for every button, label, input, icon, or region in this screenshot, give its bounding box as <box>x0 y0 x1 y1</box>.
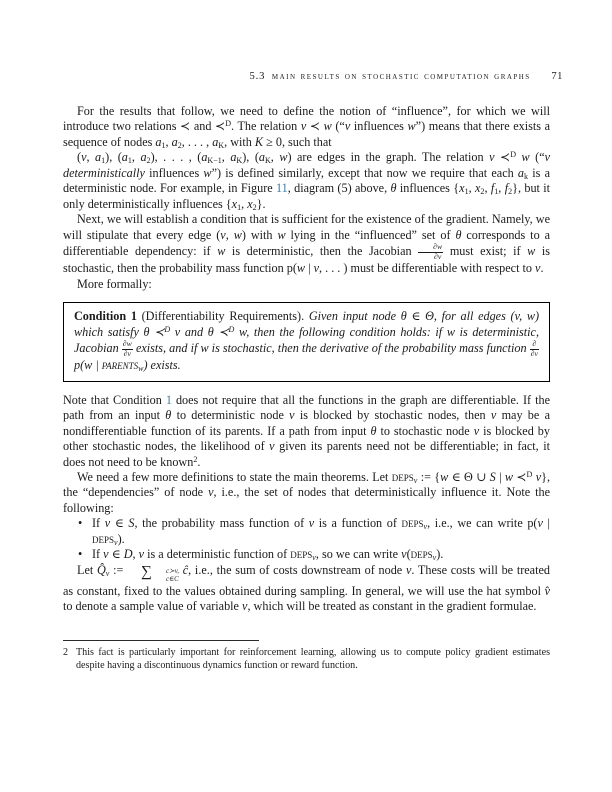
text-segment: , . . . ) must be differentiable with respect to <box>319 261 536 276</box>
text-segment: Q̂ <box>96 562 106 577</box>
text-segment: D <box>164 324 171 334</box>
text-segment: v <box>138 547 145 562</box>
page-number: 71 <box>551 71 563 82</box>
summation: ∑ c≻v, c∈C <box>141 562 179 583</box>
text-segment: K <box>218 140 225 150</box>
text-segment: w <box>504 469 513 484</box>
text-segment: v <box>313 261 319 276</box>
bullet-item-deterministic <box>63 547 550 562</box>
text-segment: , which will be treated as constant in the gradient formulae. <box>247 599 537 614</box>
text-segment: 2 <box>177 140 182 150</box>
text-segment: , i.e., the sum of costs downstream of node <box>188 562 406 577</box>
text-segment: v <box>81 150 87 165</box>
text-segment: influences <box>144 165 204 180</box>
text-segment: x <box>475 181 481 196</box>
text-segment: influences { <box>396 181 460 196</box>
text-segment: f <box>490 181 495 196</box>
condition-text <box>74 309 539 374</box>
text-segment: ) exists. <box>143 358 181 373</box>
text-segment: v <box>432 553 437 563</box>
text-segment: w <box>233 227 242 242</box>
text-segment: v <box>344 119 351 134</box>
text-segment: v <box>105 568 110 578</box>
paragraph-influence-edges <box>63 150 550 212</box>
cross-ref-link[interactable]: 11 <box>276 181 288 196</box>
text-segment: . The relation <box>231 119 301 134</box>
text-segment: v <box>535 261 541 276</box>
text-segment: deps <box>391 469 414 484</box>
text-segment: ), . . . , ( <box>150 150 202 165</box>
text-segment: θ <box>165 408 172 423</box>
text-segment: . <box>197 454 201 469</box>
fraction: $\frac{\partial w}{\partial v}$ <box>418 243 443 261</box>
text-segment: w <box>521 150 530 165</box>
text-segment: a <box>140 150 147 165</box>
text-segment: v <box>544 150 551 165</box>
footnote-item <box>63 646 550 672</box>
text-segment: does not require that all the functions in the graph are differentiable. If the path from an input <box>63 392 550 423</box>
section-number: 5.3 <box>249 71 266 82</box>
text-segment: v <box>401 547 407 562</box>
text-segment: ≥ 0, such that <box>263 134 332 149</box>
footnote <box>63 640 550 672</box>
text-segment: ≺ <box>306 119 324 134</box>
text-segment: a <box>517 165 525 180</box>
text-segment: is a deterministic node. For example, in Figure <box>63 165 550 196</box>
footnote-rule <box>63 640 259 641</box>
text-segment: v <box>103 547 109 562</box>
text-segment: | <box>305 261 314 276</box>
text-segment: v <box>208 485 214 500</box>
text-segment: := <box>109 562 128 577</box>
text-segment: If <box>92 516 105 531</box>
text-segment: 2 <box>252 202 257 212</box>
text-segment: ”) means that there exists a sequence of nodes <box>63 119 551 149</box>
text-segment: (“ <box>331 119 345 134</box>
text-segment: 1 <box>494 187 499 197</box>
text-segment: 1 <box>237 202 242 212</box>
text-segment: x <box>459 181 465 196</box>
fraction: $\frac{\partial w}{\partial v}$ <box>122 339 132 358</box>
text-segment: , . . . , <box>181 134 213 149</box>
text-segment: θ <box>455 227 462 242</box>
text-segment: 1 <box>127 156 132 166</box>
text-segment: x <box>231 196 238 211</box>
text-segment: Given input node θ ∈ Θ, for all edges (v, w) which satisfy θ ≺ <box>74 309 540 339</box>
text-segment: We need a few more definitions to state the main theorems. Let <box>77 469 392 484</box>
text-segment: v <box>490 408 497 423</box>
text-segment: 2 <box>508 187 513 197</box>
text-segment: ĉ <box>178 562 189 577</box>
text-segment: exists, and if w is stochastic, then the derivative of the probability mass function <box>132 341 530 356</box>
text-segment: f <box>504 181 509 196</box>
text-segment: 2 <box>480 187 485 197</box>
text-segment: v <box>473 423 480 438</box>
text-segment: w <box>138 364 144 374</box>
text-segment: deps <box>92 531 115 546</box>
paragraph-influence-intro <box>63 104 550 150</box>
text-segment: . These costs will be treated as constant, fixed to the values obtained during sampling. In general, we will use the hat symbol <box>63 562 550 598</box>
text-segment: S <box>128 516 135 531</box>
text-segment: ). <box>117 531 125 546</box>
text-segment: , <box>484 181 491 196</box>
text-segment: , <box>131 150 141 165</box>
text-segment: w <box>407 119 416 134</box>
text-segment: ) are edges in the graph. The relation <box>287 150 490 165</box>
text-segment: , <box>270 150 280 165</box>
text-segment: v̂ <box>544 583 550 598</box>
text-segment: v <box>308 516 315 531</box>
text-segment: 2 <box>193 454 198 464</box>
text-segment: deterministically <box>63 165 145 180</box>
text-segment: , <box>468 181 475 196</box>
footnote-marker: 2 <box>63 647 69 658</box>
text-segment: | <box>542 516 550 531</box>
text-segment: , <box>86 150 96 165</box>
text-segment: is stochastic, then the probability mass function p( <box>63 244 550 276</box>
paragraph-more-formally <box>63 277 550 292</box>
paragraph-cost-sum <box>63 563 550 615</box>
text-segment: may be a nondifferentiable function of its parents. If a path from input <box>63 408 550 438</box>
text-segment: For the results that follow, we need to define the notion of “influence”, for which we will introduce two relations ≺ and ≺ <box>63 104 550 134</box>
bullet-item-stochastic <box>63 516 550 547</box>
text-segment: D <box>526 469 533 479</box>
text-segment: v <box>489 150 495 165</box>
text-segment: v <box>269 439 275 454</box>
text-segment: v <box>220 227 226 242</box>
text-segment: is a deterministic function of <box>144 547 291 562</box>
text-segment: 1 <box>161 140 166 150</box>
text-segment: a <box>258 150 265 165</box>
text-segment: to stochastic node <box>376 423 474 438</box>
condition-box <box>63 302 550 382</box>
text-segment: lying in the “influenced” set of <box>285 227 456 242</box>
text-segment: , <box>165 134 172 149</box>
text-segment: is deterministic, then the Jacobian <box>225 244 419 259</box>
text-segment: ( <box>77 150 82 165</box>
text-segment: , with <box>224 134 255 149</box>
paragraph-gradient-condition <box>63 212 550 277</box>
text-segment: w <box>296 261 306 276</box>
body-text <box>63 104 550 615</box>
text-segment: w <box>279 150 288 165</box>
text-segment: v and θ ≺ <box>170 324 229 339</box>
text-segment: (“ <box>529 150 545 165</box>
text-segment: , <box>221 150 231 165</box>
text-segment: v <box>312 553 316 563</box>
text-segment: v <box>300 119 307 134</box>
text-segment: v <box>104 516 111 531</box>
text-segment: , diagram (5) above, <box>287 181 391 196</box>
text-segment: x <box>247 196 253 211</box>
text-segment: is blocked by other stochastic nodes, the likelihood of <box>63 423 550 454</box>
text-segment: to deterministic node <box>171 408 290 423</box>
text-segment: given its parents need not be differentiable; in fact, it does not need to be known <box>63 439 550 469</box>
text-segment: v <box>405 562 412 577</box>
text-segment: ≺ <box>513 469 527 484</box>
text-segment: S <box>489 469 496 484</box>
cross-ref-link[interactable]: 1 <box>165 392 172 407</box>
text-segment: corresponds to a differentiable dependency: if <box>63 227 550 259</box>
text-segment: 1 <box>101 156 106 166</box>
text-segment: More formally: <box>77 276 152 291</box>
text-segment: ∈ Θ ∪ <box>448 469 490 484</box>
text-segment: v <box>535 469 542 484</box>
page-header <box>63 71 563 82</box>
text-segment: v <box>413 475 418 485</box>
text-segment: . <box>540 261 544 276</box>
text-segment: 2 <box>146 156 151 166</box>
bullet-text-stochastic <box>92 516 550 547</box>
text-segment: Let <box>77 562 97 577</box>
text-segment: }, the “dependencies” of node <box>63 469 551 500</box>
text-segment: ) with <box>241 227 278 242</box>
text-segment: v <box>114 537 118 547</box>
text-segment: ), ( <box>105 150 122 165</box>
text-segment: , i.e., we can write p( <box>427 516 538 531</box>
text-segment: θ <box>390 181 397 196</box>
text-segment: 1 <box>464 187 469 197</box>
text-segment: a <box>171 134 178 149</box>
text-segment: p(w | <box>74 358 102 373</box>
bullet-icon: • <box>78 516 83 531</box>
text-segment: deps <box>401 516 424 531</box>
text-segment: to denote a sample value of variable <box>63 599 243 614</box>
text-segment: v <box>423 522 428 532</box>
text-segment: Condition 1 <box>74 309 142 324</box>
text-segment: K <box>254 134 264 149</box>
text-segment: parents <box>101 358 139 373</box>
text-segment: a <box>230 150 237 165</box>
text-segment: , <box>241 196 248 211</box>
text-segment: D <box>228 324 235 334</box>
text-segment: w, then the following condition holds: if w is deterministic, Jacobian <box>74 324 540 356</box>
text-segment: w <box>527 244 536 259</box>
text-segment: is a function of <box>314 516 402 531</box>
text-segment: ), ( <box>242 150 259 165</box>
text-segment: ”) is defined similarly, except that now we require that each <box>211 165 518 180</box>
text-segment: k <box>524 171 529 181</box>
fraction: $\frac{\partial}{\partial v}$ <box>530 339 538 358</box>
text-segment: must exist; if <box>443 244 528 259</box>
bullet-text-deterministic <box>92 547 550 562</box>
text-segment: , <box>498 181 505 196</box>
text-segment: (Differentiability Requirements). <box>141 309 309 324</box>
text-segment: w <box>323 119 332 134</box>
text-segment: D <box>510 150 517 160</box>
bullet-icon: • <box>78 547 83 562</box>
text-segment: w <box>440 469 449 484</box>
text-segment: }. <box>256 196 266 211</box>
text-segment: ∈ <box>108 547 124 562</box>
text-segment: v <box>537 516 543 531</box>
text-segment: v <box>242 599 248 614</box>
paragraph-definitions <box>63 470 550 516</box>
text-segment: deps <box>410 547 433 562</box>
text-segment: This fact is particularly important for reinforcement learning, allowing us to compute policy gradient estimates despite having a discontinuous dynamics function or reward function. <box>76 647 550 672</box>
text-segment: deps <box>290 547 313 562</box>
text-segment: θ <box>370 423 377 438</box>
text-segment: K−1 <box>207 156 222 166</box>
text-segment: If <box>92 547 104 562</box>
text-segment: ). <box>436 547 444 562</box>
text-segment: , the probability mass function of <box>134 516 309 531</box>
text-segment: Note that Condition <box>63 392 166 407</box>
text-segment: ∈ <box>110 516 129 531</box>
text-segment: | <box>495 469 505 484</box>
text-segment: v <box>289 408 295 423</box>
text-segment: , <box>132 547 139 562</box>
text-segment: a <box>212 134 219 149</box>
text-segment: ≺ <box>494 150 511 165</box>
text-segment: , <box>225 227 234 242</box>
text-segment: w <box>203 165 212 180</box>
text-segment: Next, we will establish a condition that is sufficient for the existence of the gradient. Namely, we will stipulate that every edge ( <box>63 212 550 242</box>
text-segment: K <box>236 156 243 166</box>
text-segment: is blocked by stochastic nodes, then <box>294 408 491 423</box>
paragraph-note-condition <box>63 393 550 470</box>
text-segment: w <box>217 244 226 259</box>
text-segment: , so we can write <box>315 547 402 562</box>
text-segment: a <box>201 150 208 165</box>
text-segment: K <box>264 156 271 166</box>
text-segment: influences <box>350 119 408 134</box>
text-segment: a <box>95 150 102 165</box>
text-segment: a <box>155 134 162 149</box>
text-segment: w <box>277 227 286 242</box>
footnote-text <box>76 646 550 672</box>
text-segment: ( <box>406 547 411 562</box>
text-segment: D <box>225 119 232 129</box>
text-segment: }, but it only deterministically influences { <box>63 181 551 211</box>
text-segment: := { <box>417 469 441 484</box>
text-segment: D <box>123 547 133 562</box>
running-title: main results on stochastic computation graphs <box>271 71 531 82</box>
text-segment: a <box>121 150 128 165</box>
text-segment: , i.e., the set of nodes that deterministically influence it. Note the following: <box>63 485 550 515</box>
